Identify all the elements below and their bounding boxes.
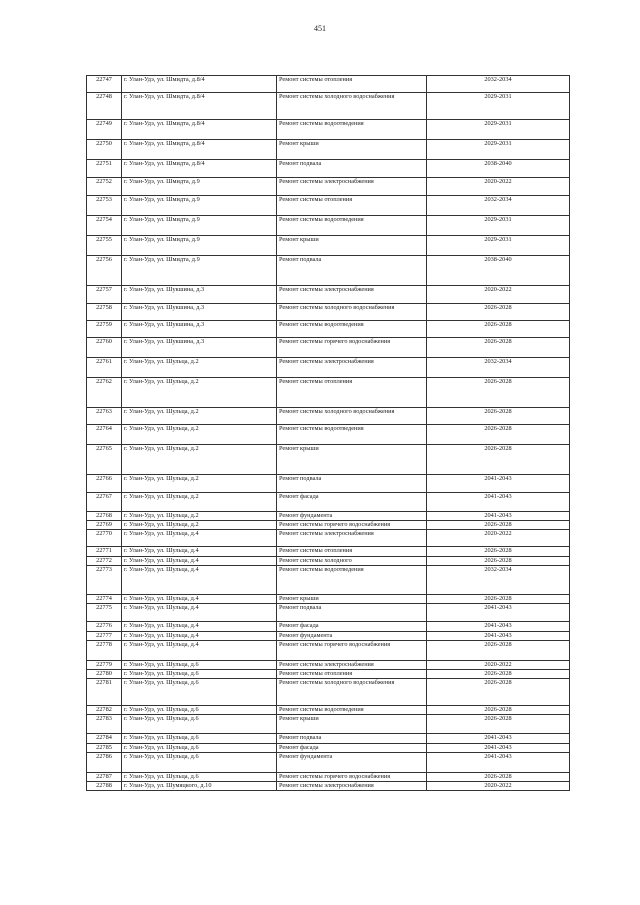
row-work-type: Ремонт системы холодного водоснабжения	[277, 679, 427, 706]
table-row	[87, 679, 570, 706]
row-address: г. Улан-Удэ, ул. Шульца, д.4	[122, 566, 277, 595]
row-work-type: Ремонт фундамента	[277, 753, 427, 773]
row-number: 22768	[87, 512, 122, 521]
row-address: г. Улан-Удэ, ул. Шмидта, д.9	[122, 256, 277, 286]
row-number: 22779	[87, 661, 122, 670]
row-period: 2041-2043	[427, 604, 570, 622]
row-address: г. Улан-Удэ, ул. Шульца, д.4	[122, 632, 277, 641]
table-row	[87, 338, 570, 358]
row-number: 22777	[87, 632, 122, 641]
row-work-type: Ремонт системы горячего водоснабжения	[277, 641, 427, 661]
row-address: г. Улан-Удэ, ул. Шульца, д.6	[122, 715, 277, 734]
row-number: 22772	[87, 557, 122, 566]
row-period: 2041-2043	[427, 632, 570, 641]
row-address: г. Улан-Удэ, ул. Шульца, д.4	[122, 557, 277, 566]
row-work-type: Ремонт фасада	[277, 493, 427, 512]
row-address: г. Улан-Удэ, ул. Шмидта, д.9	[122, 236, 277, 256]
row-period: 2026-2028	[427, 521, 570, 530]
row-work-type: Ремонт крыши	[277, 595, 427, 604]
table-row	[87, 622, 570, 632]
row-period: 2026-2028	[427, 321, 570, 338]
row-address: г. Улан-Удэ, ул. Шмидта, д.8/4	[122, 76, 277, 93]
row-number: 22787	[87, 773, 122, 782]
table-row	[87, 425, 570, 445]
row-work-type: Ремонт системы электроснабжения	[277, 358, 427, 378]
table-row	[87, 120, 570, 140]
row-number: 22774	[87, 595, 122, 604]
table-row	[87, 604, 570, 622]
row-period: 2041-2043	[427, 622, 570, 632]
row-work-type: Ремонт системы холодного водоснабжения	[277, 304, 427, 321]
row-address: г. Улан-Удэ, ул. Шульца, д.2	[122, 358, 277, 378]
row-period: 2020-2022	[427, 286, 570, 304]
row-period: 2026-2028	[427, 304, 570, 321]
row-period: 2026-2028	[427, 773, 570, 782]
row-address: г. Улан-Удэ, ул. Шульца, д.4	[122, 641, 277, 661]
row-work-type: Ремонт фасада	[277, 622, 427, 632]
row-number: 22782	[87, 706, 122, 715]
row-number: 22747	[87, 76, 122, 93]
table-row	[87, 715, 570, 734]
table-row	[87, 378, 570, 408]
row-work-type: Ремонт системы водоотведения	[277, 321, 427, 338]
row-period: 2026-2028	[427, 715, 570, 734]
row-number: 22786	[87, 753, 122, 773]
row-work-type: Ремонт крыши	[277, 445, 427, 475]
row-period: 2032-2034	[427, 566, 570, 595]
row-period: 2029-2031	[427, 120, 570, 140]
row-number: 22764	[87, 425, 122, 445]
repair-schedule-table	[86, 75, 570, 791]
row-work-type: Ремонт фундамента	[277, 632, 427, 641]
row-number: 22749	[87, 120, 122, 140]
row-number: 22780	[87, 670, 122, 679]
table-row	[87, 706, 570, 715]
row-number: 22756	[87, 256, 122, 286]
row-address: г. Улан-Удэ, ул. Шульца, д.4	[122, 547, 277, 557]
row-period: 2041-2043	[427, 493, 570, 512]
row-address: г. Улан-Удэ, ул. Шульца, д.2	[122, 445, 277, 475]
row-address: г. Улан-Удэ, ул. Шульца, д.2	[122, 512, 277, 521]
row-number: 22761	[87, 358, 122, 378]
row-work-type: Ремонт крыши	[277, 140, 427, 160]
row-number: 22751	[87, 160, 122, 178]
table-row	[87, 256, 570, 286]
row-address: г. Улан-Удэ, ул. Шульца, д.6	[122, 734, 277, 744]
table-row	[87, 216, 570, 236]
row-period: 2026-2028	[427, 338, 570, 358]
table-row	[87, 595, 570, 604]
row-period: 2026-2028	[427, 378, 570, 408]
row-work-type: Ремонт системы электроснабжения	[277, 286, 427, 304]
table-row	[87, 734, 570, 744]
row-address: г. Улан-Удэ, ул. Шульца, д.4	[122, 595, 277, 604]
row-period: 2041-2043	[427, 753, 570, 773]
row-work-type: Ремонт системы горячего водоснабжения	[277, 338, 427, 358]
row-number: 22763	[87, 408, 122, 425]
row-number: 22788	[87, 782, 122, 791]
row-number: 22752	[87, 178, 122, 196]
row-number: 22770	[87, 530, 122, 547]
row-work-type: Ремонт системы отопления	[277, 547, 427, 557]
row-work-type: Ремонт системы холодного водоснабжения	[277, 93, 427, 120]
table-row	[87, 661, 570, 670]
row-address: г. Улан-Удэ, ул. Шмидта, д.8/4	[122, 160, 277, 178]
row-period: 2029-2031	[427, 236, 570, 256]
row-number: 22754	[87, 216, 122, 236]
table-row	[87, 493, 570, 512]
row-number: 22766	[87, 475, 122, 493]
row-number: 22759	[87, 321, 122, 338]
row-period: 2026-2028	[427, 425, 570, 445]
row-number: 22758	[87, 304, 122, 321]
table-row	[87, 530, 570, 547]
row-work-type: Ремонт фундамента	[277, 512, 427, 521]
table-row	[87, 773, 570, 782]
table-row	[87, 93, 570, 120]
row-address: г. Улан-Удэ, ул. Шмидта, д.8/4	[122, 140, 277, 160]
row-address: г. Улан-Удэ, ул. Шульца, д.2	[122, 493, 277, 512]
row-work-type: Ремонт системы горячего водоснабжения	[277, 773, 427, 782]
row-work-type: Ремонт подвала	[277, 734, 427, 744]
row-address: г. Улан-Удэ, ул. Шульца, д.6	[122, 670, 277, 679]
table-row	[87, 286, 570, 304]
row-period: 2026-2028	[427, 641, 570, 661]
row-work-type: Ремонт крыши	[277, 236, 427, 256]
row-work-type: Ремонт системы холодного водоснабжения	[277, 408, 427, 425]
row-number: 22767	[87, 493, 122, 512]
row-work-type: Ремонт подвала	[277, 604, 427, 622]
row-work-type: Ремонт фасада	[277, 744, 427, 753]
row-number: 22757	[87, 286, 122, 304]
row-work-type: Ремонт системы электроснабжения	[277, 782, 427, 791]
table-row	[87, 547, 570, 557]
row-address: г. Улан-Удэ, ул. Шульца, д.4	[122, 622, 277, 632]
row-number: 22748	[87, 93, 122, 120]
table-row	[87, 76, 570, 93]
row-number: 22783	[87, 715, 122, 734]
row-work-type: Ремонт системы отопления	[277, 76, 427, 93]
row-work-type: Ремонт системы водоотведения	[277, 120, 427, 140]
row-period: 2026-2028	[427, 547, 570, 557]
row-period: 2029-2031	[427, 216, 570, 236]
table-row	[87, 641, 570, 661]
row-work-type: Ремонт системы электроснабжения	[277, 530, 427, 547]
table-row	[87, 632, 570, 641]
row-work-type: Ремонт системы отопления	[277, 196, 427, 216]
row-address: г. Улан-Удэ, ул. Шульца, д.2	[122, 521, 277, 530]
row-number: 22750	[87, 140, 122, 160]
row-number: 22785	[87, 744, 122, 753]
row-address: г. Улан-Удэ, ул. Шукшина, д.3	[122, 321, 277, 338]
row-period: 2032-2034	[427, 196, 570, 216]
table-row	[87, 196, 570, 216]
row-period: 2020-2022	[427, 530, 570, 547]
row-period: 2026-2028	[427, 679, 570, 706]
row-address: г. Улан-Удэ, ул. Шукшина, д.3	[122, 304, 277, 321]
row-number: 22765	[87, 445, 122, 475]
table-row	[87, 512, 570, 521]
row-period: 2041-2043	[427, 744, 570, 753]
row-address: г. Улан-Удэ, ул. Шмидта, д.9	[122, 178, 277, 196]
row-period: 2038-2040	[427, 160, 570, 178]
row-period: 2020-2022	[427, 178, 570, 196]
table-row	[87, 566, 570, 595]
row-number: 22775	[87, 604, 122, 622]
row-work-type: Ремонт подвала	[277, 160, 427, 178]
row-work-type: Ремонт системы электроснабжения	[277, 661, 427, 670]
row-address: г. Улан-Удэ, ул. Шульца, д.6	[122, 753, 277, 773]
row-period: 2029-2031	[427, 140, 570, 160]
row-address: г. Улан-Удэ, ул. Шмидта, д.9	[122, 196, 277, 216]
row-period: 2026-2028	[427, 670, 570, 679]
row-period: 2032-2034	[427, 358, 570, 378]
row-work-type: Ремонт системы водоотведения	[277, 216, 427, 236]
row-period: 2026-2028	[427, 595, 570, 604]
row-address: г. Улан-Удэ, ул. Шмидта, д.8/4	[122, 120, 277, 140]
row-number: 22760	[87, 338, 122, 358]
row-number: 22773	[87, 566, 122, 595]
row-work-type: Ремонт системы отопления	[277, 670, 427, 679]
table-row	[87, 178, 570, 196]
row-work-type: Ремонт подвала	[277, 475, 427, 493]
table-body	[87, 76, 570, 791]
table-row	[87, 782, 570, 791]
row-period: 2026-2028	[427, 557, 570, 566]
table-row	[87, 521, 570, 530]
row-work-type: Ремонт системы водоотведения	[277, 425, 427, 445]
table-row	[87, 445, 570, 475]
row-work-type: Ремонт подвала	[277, 256, 427, 286]
row-number: 22771	[87, 547, 122, 557]
row-period: 2041-2043	[427, 512, 570, 521]
table-row	[87, 160, 570, 178]
table-row	[87, 475, 570, 493]
row-number: 22781	[87, 679, 122, 706]
row-address: г. Улан-Удэ, ул. Шульца, д.2	[122, 475, 277, 493]
table-row	[87, 236, 570, 256]
row-work-type: Ремонт системы холодного	[277, 557, 427, 566]
table-row	[87, 744, 570, 753]
row-address: г. Улан-Удэ, ул. Шукшина, д.3	[122, 286, 277, 304]
table-row	[87, 557, 570, 566]
row-address: г. Улан-Удэ, ул. Шульца, д.4	[122, 530, 277, 547]
row-work-type: Ремонт системы горячего водоснабжения	[277, 521, 427, 530]
row-address: г. Улан-Удэ, ул. Шумяцкого, д.10	[122, 782, 277, 791]
row-work-type: Ремонт системы водоотведения	[277, 566, 427, 595]
table-row	[87, 304, 570, 321]
row-address: г. Улан-Удэ, ул. Шульца, д.2	[122, 408, 277, 425]
table-row	[87, 321, 570, 338]
row-period: 2026-2028	[427, 445, 570, 475]
row-number: 22769	[87, 521, 122, 530]
row-address: г. Улан-Удэ, ул. Шульца, д.2	[122, 378, 277, 408]
row-address: г. Улан-Удэ, ул. Шукшина, д.3	[122, 338, 277, 358]
row-address: г. Улан-Удэ, ул. Шмидта, д.8/4	[122, 93, 277, 120]
row-number: 22776	[87, 622, 122, 632]
row-period: 2029-2031	[427, 93, 570, 120]
row-address: г. Улан-Удэ, ул. Шульца, д.6	[122, 661, 277, 670]
row-work-type: Ремонт системы электроснабжения	[277, 178, 427, 196]
row-period: 2032-2034	[427, 76, 570, 93]
row-period: 2041-2043	[427, 734, 570, 744]
row-number: 22762	[87, 378, 122, 408]
row-address: г. Улан-Удэ, ул. Шульца, д.4	[122, 604, 277, 622]
row-period: 2020-2022	[427, 661, 570, 670]
row-number: 22784	[87, 734, 122, 744]
row-address: г. Улан-Удэ, ул. Шульца, д.6	[122, 706, 277, 715]
table-row	[87, 670, 570, 679]
row-number: 22753	[87, 196, 122, 216]
row-work-type: Ремонт крыши	[277, 715, 427, 734]
table-row	[87, 140, 570, 160]
table-row	[87, 753, 570, 773]
row-number: 22778	[87, 641, 122, 661]
row-address: г. Улан-Удэ, ул. Шульца, д.6	[122, 744, 277, 753]
row-period: 2026-2028	[427, 706, 570, 715]
table-row	[87, 358, 570, 378]
row-number: 22755	[87, 236, 122, 256]
row-address: г. Улан-Удэ, ул. Шульца, д.2	[122, 425, 277, 445]
row-address: г. Улан-Удэ, ул. Шульца, д.6	[122, 679, 277, 706]
row-work-type: Ремонт системы водоотведения	[277, 706, 427, 715]
row-period: 2020-2022	[427, 782, 570, 791]
table-row	[87, 408, 570, 425]
row-period: 2026-2028	[427, 408, 570, 425]
row-address: г. Улан-Удэ, ул. Шмидта, д.9	[122, 216, 277, 236]
page-number: 451	[314, 24, 326, 33]
row-address: г. Улан-Удэ, ул. Шульца, д.6	[122, 773, 277, 782]
row-period: 2041-2043	[427, 475, 570, 493]
row-period: 2038-2040	[427, 256, 570, 286]
row-work-type: Ремонт системы отопления	[277, 378, 427, 408]
